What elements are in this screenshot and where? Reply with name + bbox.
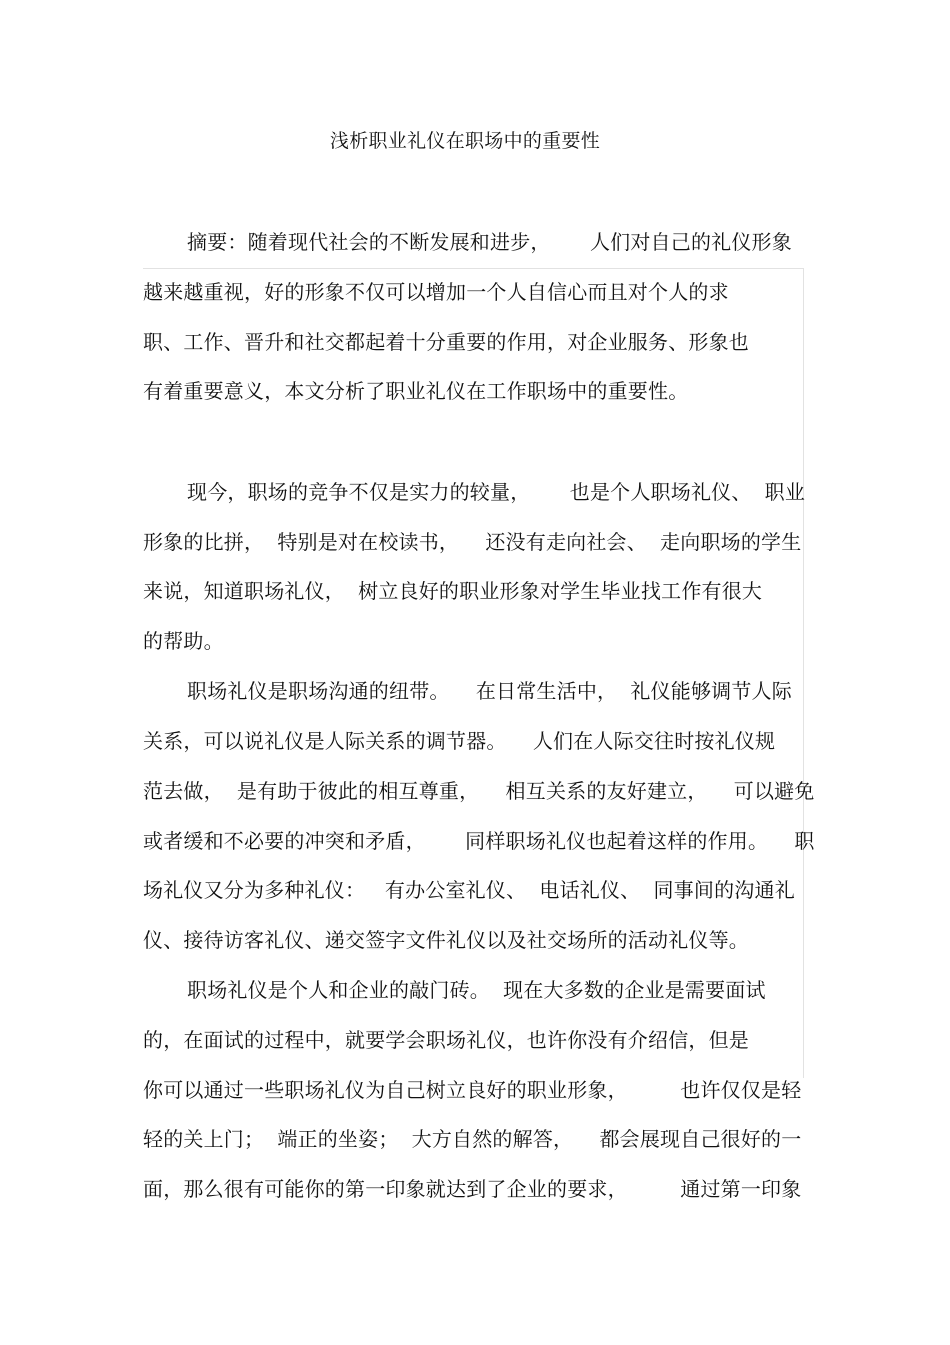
paragraph-1-line-4: 的帮助。: [143, 629, 224, 653]
abstract-line-1: 摘要：随着现代社会的不断发展和进步， 人们对自己的礼仪形象: [187, 230, 792, 254]
paragraph-2-line-4: 或者缓和不必要的冲突和矛盾， 同样职场礼仪也起着这样的作用。 职: [143, 829, 815, 853]
paragraph-1-line-3: 来说，知道职场礼仪， 树立良好的职业形象对学生毕业找工作有很大: [143, 579, 763, 603]
abstract-line-3: 职、工作、晋升和社交都起着十分重要的作用，对企业服务、形象也: [143, 330, 749, 354]
document-title: 浅析职业礼仪在职场中的重要性: [329, 130, 601, 152]
paragraph-1-line-1: 现今，职场的竞争不仅是实力的较量， 也是个人职场礼仪、 职业: [187, 480, 806, 504]
paragraph-2-line-1: 职场礼仪是职场沟通的纽带。 在日常生活中， 礼仪能够调节人际: [187, 679, 792, 703]
abstract-line-4: 有着重要意义，本文分析了职业礼仪在工作职场中的重要性。: [143, 379, 689, 403]
paragraph-2-line-3: 范去做， 是有助于彼此的相互尊重， 相互关系的友好建立， 可以避免: [143, 779, 815, 803]
paragraph-3-line-2: 的，在面试的过程中，就要学会职场礼仪，也许你没有介绍信，但是: [143, 1028, 749, 1052]
paragraph-1-line-2: 形象的比拼， 特别是对在校读书， 还没有走向社会、 走向职场的学生: [143, 530, 802, 554]
paragraph-2-line-6: 仪、接待访客礼仪、递交签字文件礼仪以及社交场所的活动礼仪等。: [143, 928, 749, 952]
abstract-line-2: 越来越重视，好的形象不仅可以增加一个人自信心而且对个人的求: [143, 280, 729, 304]
paragraph-2-line-2: 关系，可以说礼仪是人际关系的调节器。 人们在人际交往时按礼仪规: [143, 729, 776, 753]
paragraph-3-line-5: 面，那么很有可能你的第一印象就达到了企业的要求， 通过第一印象: [143, 1177, 802, 1201]
paragraph-3-line-1: 职场礼仪是个人和企业的敲门砖。 现在大多数的企业是需要面试: [187, 978, 766, 1002]
paragraph-3-line-3: 你可以通过一些职场礼仪为自己树立良好的职业形象， 也许仅仅是轻: [143, 1078, 802, 1102]
paragraph-2-line-5: 场礼仪又分为多种礼仪： 有办公室礼仪、 电话礼仪、 同事间的沟通礼: [143, 878, 795, 902]
frame-top-border: [143, 268, 804, 269]
frame-right-border: [803, 268, 804, 1078]
paragraph-3-line-4: 轻的关上门； 端正的坐姿； 大方自然的解答， 都会展现自己很好的一: [143, 1127, 802, 1151]
